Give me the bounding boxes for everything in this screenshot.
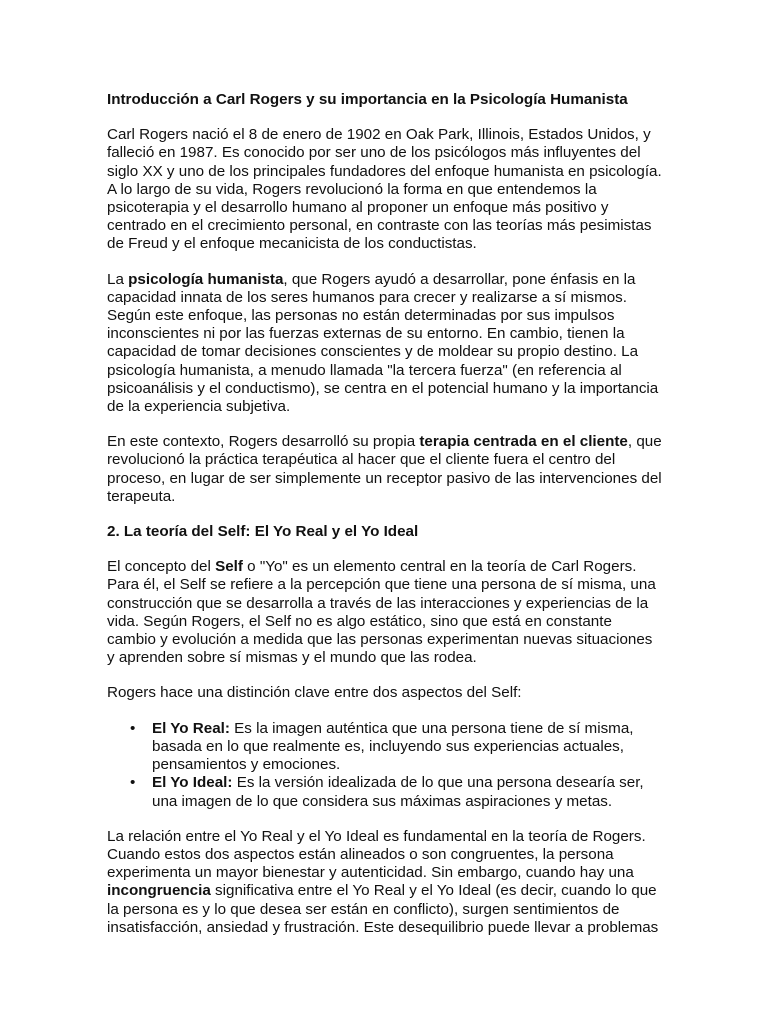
therapy-paragraph [107,433,663,506]
bullet-icon: • [130,774,136,792]
therapy-prefix: En este contexto, Rogers desarrolló su propia [107,433,420,451]
list-item-yo-ideal [130,774,663,810]
list-text: Es la versión idealizada de lo que una persona desearía ser, una imagen de lo que considera sus máximas aspiraciones y metas. [152,774,644,810]
humanist-suffix: , que Rogers ayudó a desarrollar, pone énfasis en la capacidad innata de los seres humanos para crecer y realizarse a sí mismos. Según este enfoque, las personas no están determinadas por sus impulsos inconscientes ni por las fuerzas externas de su entorno. En cambio, tienen la capacidad de tomar decisiones conscientes y de moldear su propio destino. La psicología humanista, a menudo llamada "la tercera fuerza" (en referencia al psicoanálisis y el conductismo), se centra en el potencial humano y la importancia de la experiencia subjetiva. [107,270,659,416]
humanist-paragraph [107,271,663,417]
relation-paragraph [107,828,663,937]
relation-suffix: significativa entre el Yo Real y el Yo Ideal (es decir, cuando lo que la persona es y lo que desea ser están en conflicto), surgen sentimientos de insatisfacción, ansiedad y frustración. Este desequilibrio puede llevar a problemas [107,882,659,936]
list-term: El Yo Ideal: [152,774,233,792]
self-aspects-list [107,720,663,811]
bullet-icon: • [130,719,136,737]
therapy-bold-term: terapia centrada en el cliente [419,433,628,451]
document-title: Introducción a Carl Rogers y su importancia en la Psicología Humanista [107,91,628,108]
document-page [107,91,663,954]
humanist-bold-term: psicología humanista [128,270,284,288]
list-term: El Yo Real: [152,719,230,737]
list-item-yo-real [130,719,663,775]
self-suffix: o "Yo" es un elemento central en la teoría de Carl Rogers. Para él, el Self se refiere a la percepción que tiene una persona de sí misma, una construcción que se desarrolla a través de las interacciones y experiencias de la vida. Según Rogers, el Self no es algo estático, sino que está en constante cambio y evolución a medida que las personas experimentan nuevas situaciones y aprenden sobre sí mismas y el mundo que las rodea. [107,558,656,667]
self-bold-term: Self [215,558,243,576]
self-prefix: El concepto del [107,558,216,576]
section-2-heading: 2. La teoría del Self: El Yo Real y el Yo Ideal [107,523,419,541]
distinction-paragraph: Rogers hace una distinción clave entre dos aspectos del Self: [107,684,522,702]
humanist-prefix: La [107,270,129,288]
list-text: Es la imagen auténtica que una persona tiene de sí misma, basada en lo que realmente es, incluyendo sus experiencias actuales, pensamientos y emociones. [152,719,634,774]
relation-bold-term: incongruencia [107,882,211,900]
intro-paragraph: Carl Rogers nació el 8 de enero de 1902 en Oak Park, Illinois, Estados Unidos, y falleció en 1987. Es conocido por ser uno de los psicólogos más influyentes del siglo XX y uno de los principales fundadores del enfoque humanista en psicología. A lo largo de su vida, Rogers revolucionó la forma en que entendemos la psicoterapia y el desarrollo humano al proponer un enfoque más positivo y centrado en el crecimiento personal, en contraste con las teorías más pesimistas de Freud y el enfoque mecanicista de los conductistas. [107,126,662,253]
relation-prefix: La relación entre el Yo Real y el Yo Ideal es fundamental en la teoría de Rogers. Cuando estos dos aspectos están alineados o son congruentes, la persona experimenta un mayor bienestar y autenticidad. Sin embargo, cuando hay una [107,827,646,882]
self-paragraph [107,558,663,667]
therapy-suffix: , que revolucionó la práctica terapéutica al hacer que el cliente fuera el centro del proceso, en lugar de ser simplemente un receptor pasivo de las intervenciones del terapeuta. [107,433,662,505]
